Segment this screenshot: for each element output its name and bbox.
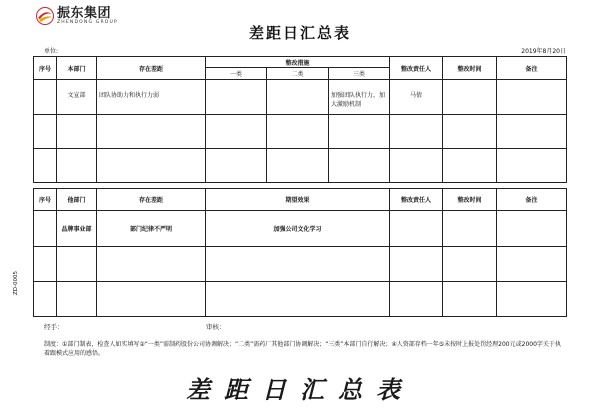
other-department-table: [33, 188, 567, 317]
time-cell: [443, 80, 497, 115]
reviewer-label: 审核：: [206, 323, 226, 331]
class2-cell: [267, 80, 329, 115]
col-seq: 序号: [34, 189, 57, 211]
subcol-class-1: 一类: [206, 68, 267, 80]
image-caption: 差距日汇总表: [186, 375, 414, 404]
col-time: 整改时间: [443, 189, 497, 211]
gap-cell: 部门纪律不严明: [97, 211, 206, 247]
col-expected-effect: 期望效果: [206, 189, 390, 211]
table-row: [34, 282, 567, 317]
gap-cell: 团队协助力和执行力弱: [97, 80, 206, 115]
table-row: [34, 149, 567, 183]
other-dept-cell: 品牌事业部: [57, 211, 97, 247]
class3-cell: 加强团队执行力，加大激励机制: [329, 80, 390, 115]
effect-cell: 加强公司文化学习: [206, 211, 390, 247]
logo-name-en: ZHENDONG GROUP: [57, 19, 118, 25]
col-time: 整改时间: [443, 57, 497, 80]
col-own-dept: 本部门: [57, 57, 97, 80]
form-code: ZD-0005: [13, 271, 19, 295]
table-row: [34, 80, 567, 115]
unit-label: 单位:: [44, 48, 59, 55]
own-department-table: [33, 56, 567, 183]
handler-label: 经手：: [44, 323, 64, 331]
col-gap: 存在差距: [97, 189, 206, 211]
col-measures: 整改措施: [206, 57, 390, 68]
subcol-class-3: 三类: [329, 68, 390, 80]
col-remark: 备注: [497, 189, 567, 211]
dept-cell: 文宣部: [57, 80, 97, 115]
col-owner: 整改责任人: [390, 189, 443, 211]
col-seq: 序号: [34, 57, 57, 80]
owner-cell: 马倩: [390, 80, 443, 115]
table-row: [34, 247, 567, 282]
col-other-dept: 他部门: [57, 189, 97, 211]
rules-note: 制度：①部门制表，检查人如实填写②“一类”需制药股份公司协调解决；“二类”需药厂其他部门协调解决；“三类”本部门自行解决；④人资部存档一年⑤未按时上报处罚经理200元或2000字关于执着跟模式应用的感悟。: [44, 341, 561, 357]
col-owner: 整改责任人: [390, 57, 443, 80]
logo-name-cn: 振东集团: [57, 5, 112, 21]
table-row: [34, 115, 567, 149]
col-gap: 存在差距: [97, 57, 206, 80]
class1-cell: [206, 80, 267, 115]
remark-cell: [497, 80, 567, 115]
subcol-class-2: 二类: [267, 68, 329, 80]
table-row: [34, 211, 567, 247]
report-date: 2019年8月20日: [521, 48, 566, 55]
document-title: 差距日汇总表: [248, 24, 351, 42]
col-remark: 备注: [497, 57, 567, 80]
